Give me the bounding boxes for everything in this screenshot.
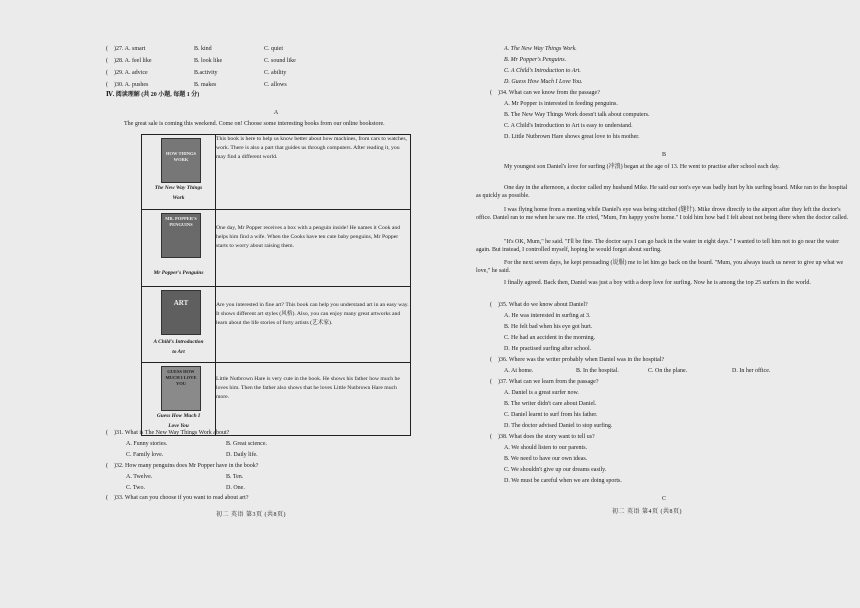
question-37-option-d: D. The doctor advised Daniel to stop surfing. [504,423,613,429]
book-title: The New Way Things Work [154,185,203,202]
question-35-option-c: C. He had an accident in the morning. [504,335,596,341]
question-32-options-2: C. Two. D. One. [126,485,245,491]
question-27: ( )27. A. smart B. kind C. quiet [106,46,283,52]
question-34-option-d: D. Little Nutbrown Hare shows great love to his mother. [504,134,640,140]
question-37-option-c: C. Daniel learnt to surf from his father. [504,412,598,418]
question-32-stem: ( )32. How many penguins does Mr Popper have in the book? [106,463,259,469]
question-38-option-b: B. We need to have our own ideas. [504,456,588,462]
book-cover-image: HOW THINGS WORK [161,138,201,183]
question-37-option-b: B. The writer didn't care about Daniel. [504,401,597,407]
page-footer: 初二 英语 第4页 (共8页) [612,509,682,515]
right-page [476,44,852,564]
question-33-option-c: C. A Child's Introduction to Art. [504,68,581,74]
question-36-stem: ( )36. Where was the writer probably when Daniel was in the hospital? [490,357,665,363]
question-36-options: A. At home. B. In the hospital. C. On the plane. D. In her office. [504,368,771,374]
question-38-stem: ( )38. What does the story want to tell us? [490,434,595,440]
question-37-option-a: A. Daniel is a great surfer now. [504,390,579,396]
passage-b-paragraph: My youngest son Daniel's love for surfing (冲浪) began at the age of 13. He went to practise after school each day. [504,164,780,170]
left-page [106,44,446,564]
question-31-stem: ( )31. What is The New Way Things Work about? [106,430,230,436]
passage-b-paragraph: One day in the afternoon, a doctor called my husband Mike. He said our son's eye was badly hurt by his surfing board. Mike ran to the hospital as quickly as possible. [476,185,848,199]
question-33-stem: ( )33. What can you choose if you want to read about art? [106,495,249,501]
question-35-option-a: A. He was interested in surfing at 3. [504,313,591,319]
book-cover-cell [142,287,216,363]
question-34-option-c: C. A Child's Introduction to Art is easy to understand. [504,123,633,129]
book-cover-image: MR. POPPER'S PENGUINS [161,213,201,258]
passage-b-paragraph: "It's OK, Mum," he said. "I'll be fine. The doctor says I can go back in the water in eight days." I wanted to tell him not to go near the water again. But instead, I controlled myself, hoping he would forget about surfing. [476,239,840,253]
passage-b-paragraph: For the next seven days, he kept persuading (说服) me to let him go back on the board. "Mum, you always teach us never to give up what we love," he said. [476,260,844,274]
passage-b-paragraph: I finally agreed. Back then, Daniel was just a boy with a deep love for surfing. Now he is among the top 25 surfers in the world. [504,280,811,286]
book-title: A Child's Introduction to Art [153,339,204,356]
question-38-option-d: D. We must be careful when we are doing sports. [504,478,622,484]
passage-c-label: C [661,496,666,502]
question-38-option-c: C. We shouldn't give up our dreams easily. [504,467,607,473]
book-cover-cell [142,210,216,287]
question-29: ( )29. A. advice B.activity C. ability [106,70,287,76]
book-title: Guess How Much I Love You [156,413,201,430]
book-description: This book is here to help us know better about how machines, from cars to watches, work. There is also a part that guides us through computers. After reading it, you may find a different world. [216,135,411,210]
question-31-options-2: C. Family love. D. Daily life. [126,452,258,458]
question-34-option-a: A. Mr Popper is interested in feeding penguins. [504,101,618,107]
question-34-stem: ( )34. What can we know from the passage? [490,90,600,96]
question-31-options-1: A. Funny stories. B. Great science. [126,441,267,447]
passage-b-label: B [661,152,666,158]
book-cover-image: GUESS HOW MUCH I LOVE YOU [161,366,201,411]
question-33-option-a: A. The New Way Things Work. [504,46,577,52]
book-description: Little Nutbrown Hare is very cute in the book. He shows his father how much he loves him. Then the father also shows that he loves Little Nutbrown Hare much more. [216,363,411,436]
book-description: One day, Mr Popper receives a box with a penguin inside! He names it Cook and helps him find a wife. When the Cooks have ten cute baby penguins, Mr Popper starts to worry about raising them. [216,210,411,287]
question-28: ( )28. A. feel like B. look like C. sound like [106,58,296,64]
question-33-option-d: D. Guess How Much I Love You. [504,79,583,85]
book-cover-cell [142,135,216,210]
question-33-option-b: B. Mr Popper's Penguins. [504,57,567,63]
question-30: ( )30. A. pushes B. makes C. allows [106,82,287,88]
page-footer: 初二 英语 第3页 (共8页) [216,512,286,518]
question-35-option-b: B. He felt bad when his eye got hurt. [504,324,593,330]
book-description: Are you interested in fine art? This book can help you understand art in an easy way. It shows different art styles (风格). Also, you can enjoy many great artworks and learn about the life stories of forty artists (艺术家). [216,287,411,363]
book-row [142,135,411,210]
passage-a-intro: The great sale is coming this weekend. Come on! Choose some interesting books from our online bookstore. [124,121,385,127]
book-title: Mr Popper's Penguins [153,270,204,276]
section-title: Ⅳ. 阅读理解 (共 20 小题, 每题 1 分) [106,92,200,98]
passage-b-paragraph: I was flying home from a meeting while Daniel's eye was being stitched (缝针). Mike drove directly to the airport after they left the doctor's office. Daniel ran to me when he saw me. He cried, "Mum, I'm happy you're home." I told him how bad I felt about not being there when the doctor called. [476,207,849,221]
question-35-stem: ( )35. What do we know about Daniel? [490,302,588,308]
question-32-options-1: A. Twelve. B. Ten. [126,474,244,480]
question-35-option-d: D. He practised surfing after school. [504,346,592,352]
book-row [142,210,411,287]
passage-a-label: A [273,110,279,116]
question-38-option-a: A. We should listen to our parents. [504,445,588,451]
book-cover-cell [142,363,216,436]
question-34-option-b: B. The New Way Things Work doesn't talk about computers. [504,112,650,118]
book-table [141,134,411,436]
book-row [142,363,411,436]
question-37-stem: ( )37. What can we learn from the passage? [490,379,599,385]
book-cover-image: ART [161,290,201,335]
book-row [142,287,411,363]
